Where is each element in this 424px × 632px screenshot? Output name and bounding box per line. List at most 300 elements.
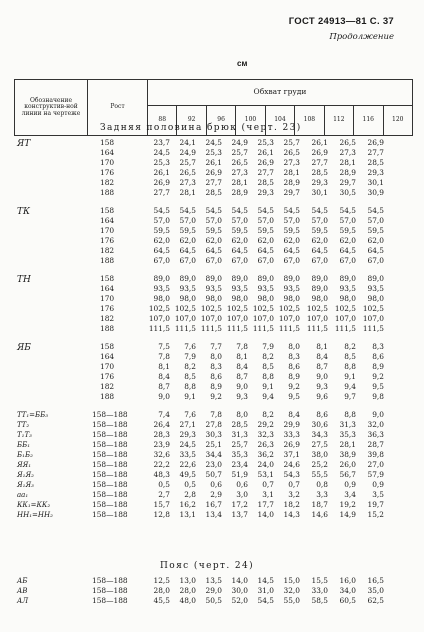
size-value: 8,1 <box>236 352 248 361</box>
height-value: 170 <box>100 158 115 167</box>
size-value: 22,2 <box>153 460 170 469</box>
continuation-label: Продолжение <box>329 32 394 42</box>
size-value: 7,6 <box>184 410 196 419</box>
line-label: АБ <box>17 577 28 585</box>
size-value: 28,5 <box>205 188 222 197</box>
size-value: 59,5 <box>205 226 222 235</box>
size-value: 48,3 <box>153 470 170 479</box>
size-value: 98,0 <box>257 294 274 303</box>
size-value: 0,5 <box>184 480 196 489</box>
table-row <box>0 352 424 362</box>
size-value: 14,0 <box>231 576 248 585</box>
size-value: 7,9 <box>262 342 274 351</box>
size-value: 8,4 <box>158 372 170 381</box>
size-value: 30,1 <box>367 178 384 187</box>
size-value: 14,3 <box>283 510 300 519</box>
height-value: 158—188 <box>92 470 128 479</box>
size-value: 13,5 <box>205 576 222 585</box>
line-label: Т₁Т₃ <box>17 431 32 439</box>
size-value: 26,5 <box>179 168 196 177</box>
size-value: 26,3 <box>257 440 274 449</box>
size-value: 9,4 <box>344 382 356 391</box>
size-value: 27,1 <box>179 420 196 429</box>
size-value: 55,0 <box>283 596 300 605</box>
size-value: 54,5 <box>179 206 196 215</box>
size-value: 8,8 <box>184 382 196 391</box>
line-label: аа₁ <box>17 491 29 499</box>
size-value: 9,2 <box>210 392 222 401</box>
size-value: 102,5 <box>174 304 196 313</box>
size-value: 64,5 <box>205 246 222 255</box>
size-value: 8,4 <box>316 352 328 361</box>
size-value: 15,2 <box>367 510 384 519</box>
size-value: 107,0 <box>226 314 248 323</box>
size-value: 51,9 <box>231 470 248 479</box>
size-value: 23,4 <box>231 460 248 469</box>
size-value: 102,5 <box>148 304 170 313</box>
line-label: КК₁=КК₂ <box>17 501 51 509</box>
size-value: 26,9 <box>367 138 384 147</box>
size-value: 0,6 <box>236 480 248 489</box>
size-value: 33,0 <box>311 586 328 595</box>
size-value: 26,5 <box>231 158 248 167</box>
size-value: 62,0 <box>283 236 300 245</box>
size-value: 8,9 <box>372 362 384 371</box>
header-chest: Обхват груди <box>148 80 413 106</box>
size-value: 25,7 <box>231 440 248 449</box>
table-row <box>0 236 424 246</box>
size-value: 64,5 <box>231 246 248 255</box>
size-value: 2,9 <box>210 490 222 499</box>
size-value: 9,5 <box>288 392 300 401</box>
header-size-88: 88 <box>148 106 177 136</box>
size-value: 54,5 <box>339 206 356 215</box>
size-value: 59,5 <box>153 226 170 235</box>
size-value: 89,0 <box>311 284 328 293</box>
size-value: 16,0 <box>339 576 356 585</box>
size-value: 64,5 <box>367 246 384 255</box>
size-value: 53,1 <box>257 470 274 479</box>
size-value: 32,0 <box>367 420 384 429</box>
size-value: 9,1 <box>262 382 274 391</box>
size-value: 62,5 <box>367 596 384 605</box>
table-row <box>0 450 424 460</box>
size-value: 7,4 <box>158 410 170 419</box>
size-value: 67,0 <box>257 256 274 265</box>
size-value: 98,0 <box>339 294 356 303</box>
line-label: Я₁Я₃ <box>17 481 34 489</box>
height-value: 188 <box>100 392 115 401</box>
size-value: 57,0 <box>179 216 196 225</box>
table-row <box>0 372 424 382</box>
size-value: 7,8 <box>210 410 222 419</box>
size-value: 12,8 <box>153 510 170 519</box>
table-row <box>0 216 424 226</box>
size-value: 8,1 <box>316 342 328 351</box>
size-value: 28,0 <box>153 586 170 595</box>
size-value: 93,5 <box>153 284 170 293</box>
size-value: 26,9 <box>205 168 222 177</box>
size-value: 93,5 <box>367 284 384 293</box>
table-row <box>0 460 424 470</box>
size-value: 30,9 <box>367 188 384 197</box>
size-value: 8,8 <box>262 372 274 381</box>
size-value: 28,5 <box>367 158 384 167</box>
size-value: 26,0 <box>339 460 356 469</box>
size-value: 50,5 <box>205 596 222 605</box>
size-value: 27,7 <box>367 148 384 157</box>
size-value: 93,5 <box>283 284 300 293</box>
size-value: 8,0 <box>236 410 248 419</box>
size-value: 54,5 <box>283 206 300 215</box>
size-value: 0,9 <box>372 480 384 489</box>
height-value: 182 <box>100 382 115 391</box>
size-value: 24,9 <box>179 148 196 157</box>
size-value: 32,3 <box>257 430 274 439</box>
size-value: 8,5 <box>344 352 356 361</box>
size-value: 98,0 <box>283 294 300 303</box>
size-value: 29,3 <box>367 168 384 177</box>
height-value: 170 <box>100 362 115 371</box>
size-value: 8,2 <box>344 342 356 351</box>
size-value: 59,5 <box>179 226 196 235</box>
size-value: 27,7 <box>153 188 170 197</box>
size-value: 24,5 <box>179 440 196 449</box>
line-label: ЯТ <box>17 139 31 149</box>
height-value: 182 <box>100 314 115 323</box>
size-value: 111,5 <box>252 324 274 333</box>
size-value: 7,6 <box>184 342 196 351</box>
size-value: 9,6 <box>316 392 328 401</box>
size-value: 38,9 <box>339 450 356 459</box>
size-value: 9,0 <box>372 410 384 419</box>
size-value: 29,3 <box>257 188 274 197</box>
size-value: 102,5 <box>252 304 274 313</box>
size-value: 25,3 <box>257 138 274 147</box>
size-value: 25,3 <box>153 158 170 167</box>
table-row <box>0 510 424 520</box>
table-row <box>0 148 424 158</box>
height-value: 158—188 <box>92 450 128 459</box>
size-value: 89,0 <box>311 274 328 283</box>
size-value: 54,5 <box>205 206 222 215</box>
size-value: 62,0 <box>231 236 248 245</box>
size-value: 8,7 <box>158 382 170 391</box>
size-value: 98,0 <box>367 294 384 303</box>
size-value: 107,0 <box>278 314 300 323</box>
size-value: 8,7 <box>236 372 248 381</box>
size-value: 93,5 <box>179 284 196 293</box>
size-value: 59,5 <box>231 226 248 235</box>
size-value: 48,0 <box>179 596 196 605</box>
size-value: 9,0 <box>236 382 248 391</box>
size-value: 9,0 <box>158 392 170 401</box>
size-value: 102,5 <box>334 304 356 313</box>
line-label: Я₁Я₂ <box>17 471 34 479</box>
size-value: 26,1 <box>311 138 328 147</box>
size-value: 25,1 <box>205 440 222 449</box>
size-value: 8,5 <box>262 362 274 371</box>
height-value: 182 <box>100 246 115 255</box>
size-value: 9,7 <box>344 392 356 401</box>
size-value: 67,0 <box>205 256 222 265</box>
size-value: 62,0 <box>367 236 384 245</box>
size-value: 7,9 <box>184 352 196 361</box>
size-value: 57,0 <box>231 216 248 225</box>
size-value: 0,9 <box>344 480 356 489</box>
header-size-108: 108 <box>295 106 324 136</box>
size-value: 13,7 <box>231 510 248 519</box>
table-row <box>0 576 424 586</box>
height-value: 158—188 <box>92 576 128 585</box>
size-value: 111,5 <box>200 324 222 333</box>
size-value: 0,5 <box>158 480 170 489</box>
header-size-92: 92 <box>177 106 206 136</box>
size-value: 62,0 <box>179 236 196 245</box>
height-value: 188 <box>100 188 115 197</box>
size-value: 26,1 <box>257 148 274 157</box>
size-value: 3,3 <box>316 490 328 499</box>
table-row <box>0 178 424 188</box>
size-value: 107,0 <box>148 314 170 323</box>
size-value: 102,5 <box>278 304 300 313</box>
size-value: 107,0 <box>306 314 328 323</box>
size-value: 58,5 <box>311 596 328 605</box>
table-row <box>0 284 424 294</box>
size-value: 36,3 <box>367 430 384 439</box>
size-value: 29,7 <box>339 178 356 187</box>
size-value: 26,9 <box>153 178 170 187</box>
size-value: 27,8 <box>205 420 222 429</box>
height-value: 188 <box>100 324 115 333</box>
size-value: 52,0 <box>231 596 248 605</box>
table-row <box>0 586 424 596</box>
line-label: ТК <box>17 207 30 217</box>
size-value: 23,0 <box>205 460 222 469</box>
size-value: 39,8 <box>367 450 384 459</box>
height-value: 170 <box>100 226 115 235</box>
height-value: 176 <box>100 168 115 177</box>
size-value: 54,3 <box>283 470 300 479</box>
size-value: 28,5 <box>231 420 248 429</box>
size-value: 98,0 <box>231 294 248 303</box>
height-value: 158 <box>100 138 115 147</box>
size-value: 33,5 <box>179 450 196 459</box>
size-value: 57,0 <box>205 216 222 225</box>
size-value: 64,5 <box>283 246 300 255</box>
size-value: 60,5 <box>339 596 356 605</box>
size-value: 89,0 <box>153 274 170 283</box>
height-value: 164 <box>100 284 115 293</box>
size-value: 67,0 <box>179 256 196 265</box>
table-row <box>0 392 424 402</box>
size-value: 26,1 <box>205 158 222 167</box>
size-value: 26,5 <box>283 148 300 157</box>
size-value: 16,2 <box>179 500 196 509</box>
size-value: 89,0 <box>231 274 248 283</box>
size-value: 38,0 <box>311 450 328 459</box>
size-value: 32,6 <box>153 450 170 459</box>
height-value: 176 <box>100 304 115 313</box>
height-value: 158 <box>100 206 115 215</box>
size-value: 3,4 <box>344 490 356 499</box>
size-value: 54,5 <box>153 206 170 215</box>
size-value: 50,7 <box>205 470 222 479</box>
size-value: 49,5 <box>179 470 196 479</box>
size-value: 17,7 <box>257 500 274 509</box>
table-row <box>0 256 424 266</box>
size-value: 89,0 <box>339 274 356 283</box>
size-value: 9,4 <box>262 392 274 401</box>
page-header: ГОСТ 24913—81 С. 37 <box>288 16 394 27</box>
line-label: АВ <box>17 587 28 595</box>
size-value: 24,1 <box>179 138 196 147</box>
size-value: 56,7 <box>339 470 356 479</box>
size-value: 93,5 <box>257 284 274 293</box>
size-value: 28,1 <box>231 178 248 187</box>
height-value: 158—188 <box>92 596 128 605</box>
height-value: 158—188 <box>92 420 128 429</box>
size-value: 59,5 <box>311 226 328 235</box>
size-value: 23,7 <box>153 138 170 147</box>
table-row <box>0 596 424 606</box>
size-value: 62,0 <box>311 236 328 245</box>
section-title: Задняя половина брюк (черт. 23) <box>100 123 302 133</box>
size-value: 0,6 <box>210 480 222 489</box>
table-row <box>0 420 424 430</box>
size-value: 29,0 <box>205 586 222 595</box>
size-value: 28,1 <box>179 188 196 197</box>
line-label: ЯБ <box>17 343 31 353</box>
size-value: 29,3 <box>311 178 328 187</box>
size-value: 17,2 <box>231 500 248 509</box>
height-value: 158 <box>100 342 115 351</box>
table-row <box>0 362 424 372</box>
size-value: 93,5 <box>205 284 222 293</box>
size-value: 102,5 <box>306 304 328 313</box>
size-value: 30,0 <box>231 586 248 595</box>
size-value: 62,0 <box>153 236 170 245</box>
size-value: 8,3 <box>210 362 222 371</box>
size-value: 64,5 <box>339 246 356 255</box>
size-value: 37,1 <box>283 450 300 459</box>
table-row <box>0 410 424 420</box>
size-value: 24,5 <box>205 138 222 147</box>
size-value: 102,5 <box>362 304 384 313</box>
size-value: 9,2 <box>288 382 300 391</box>
size-value: 67,0 <box>231 256 248 265</box>
size-value: 26,4 <box>153 420 170 429</box>
size-value: 9,0 <box>316 372 328 381</box>
size-value: 27,0 <box>367 460 384 469</box>
size-value: 8,7 <box>316 362 328 371</box>
size-value: 57,0 <box>339 216 356 225</box>
size-value: 8,1 <box>158 362 170 371</box>
size-value: 8,8 <box>344 362 356 371</box>
size-value: 35,0 <box>367 586 384 595</box>
size-value: 64,5 <box>311 246 328 255</box>
size-value: 2,8 <box>184 490 196 499</box>
size-value: 26,9 <box>311 148 328 157</box>
size-value: 30,3 <box>205 430 222 439</box>
size-value: 30,1 <box>311 188 328 197</box>
size-value: 7,7 <box>210 342 222 351</box>
size-value: 67,0 <box>311 256 328 265</box>
size-value: 8,3 <box>288 352 300 361</box>
table-row <box>0 430 424 440</box>
size-value: 8,6 <box>316 410 328 419</box>
table-row <box>0 490 424 500</box>
size-value: 28,9 <box>231 188 248 197</box>
size-value: 111,5 <box>306 324 328 333</box>
line-label: ББ₁ <box>17 441 31 449</box>
size-value: 8,8 <box>344 410 356 419</box>
size-value: 59,5 <box>367 226 384 235</box>
size-value: 107,0 <box>174 314 196 323</box>
size-value: 54,5 <box>257 596 274 605</box>
size-value: 35,3 <box>339 430 356 439</box>
size-value: 29,7 <box>283 188 300 197</box>
size-value: 64,5 <box>257 246 274 255</box>
size-value: 31,3 <box>231 430 248 439</box>
height-value: 158—188 <box>92 500 128 509</box>
size-value: 59,5 <box>339 226 356 235</box>
table-row <box>0 324 424 334</box>
size-value: 28,1 <box>283 168 300 177</box>
size-value: 98,0 <box>153 294 170 303</box>
size-value: 8,2 <box>184 362 196 371</box>
size-value: 3,1 <box>262 490 274 499</box>
size-value: 25,7 <box>179 158 196 167</box>
size-value: 14,9 <box>339 510 356 519</box>
height-value: 164 <box>100 352 115 361</box>
size-value: 102,5 <box>200 304 222 313</box>
size-value: 27,5 <box>311 440 328 449</box>
size-value: 26,9 <box>283 440 300 449</box>
size-value: 57,9 <box>367 470 384 479</box>
size-value: 31,3 <box>339 420 356 429</box>
header-designation: Обозначение конструктив-ной линии на чертеже <box>15 80 88 136</box>
size-value: 18,2 <box>283 500 300 509</box>
table-row <box>0 480 424 490</box>
size-value: 57,0 <box>153 216 170 225</box>
size-value: 57,0 <box>283 216 300 225</box>
size-value: 27,3 <box>283 158 300 167</box>
size-value: 28,3 <box>153 430 170 439</box>
size-value: 15,5 <box>311 576 328 585</box>
size-value: 14,6 <box>311 510 328 519</box>
size-value: 54,5 <box>367 206 384 215</box>
size-value: 30,6 <box>311 420 328 429</box>
size-value: 7,8 <box>236 342 248 351</box>
header-size-96: 96 <box>206 106 235 136</box>
size-value: 28,5 <box>311 168 328 177</box>
size-value: 24,5 <box>153 148 170 157</box>
height-value: 158—188 <box>92 480 128 489</box>
table-row <box>0 294 424 304</box>
height-value: 158 <box>100 274 115 283</box>
size-value: 27,7 <box>257 168 274 177</box>
table-row <box>0 314 424 324</box>
size-value: 24,6 <box>283 460 300 469</box>
size-value: 111,5 <box>334 324 356 333</box>
size-value: 107,0 <box>200 314 222 323</box>
height-value: 164 <box>100 216 115 225</box>
size-value: 111,5 <box>278 324 300 333</box>
size-value: 54,5 <box>311 206 328 215</box>
size-value: 15,7 <box>153 500 170 509</box>
height-value: 158—188 <box>92 460 128 469</box>
